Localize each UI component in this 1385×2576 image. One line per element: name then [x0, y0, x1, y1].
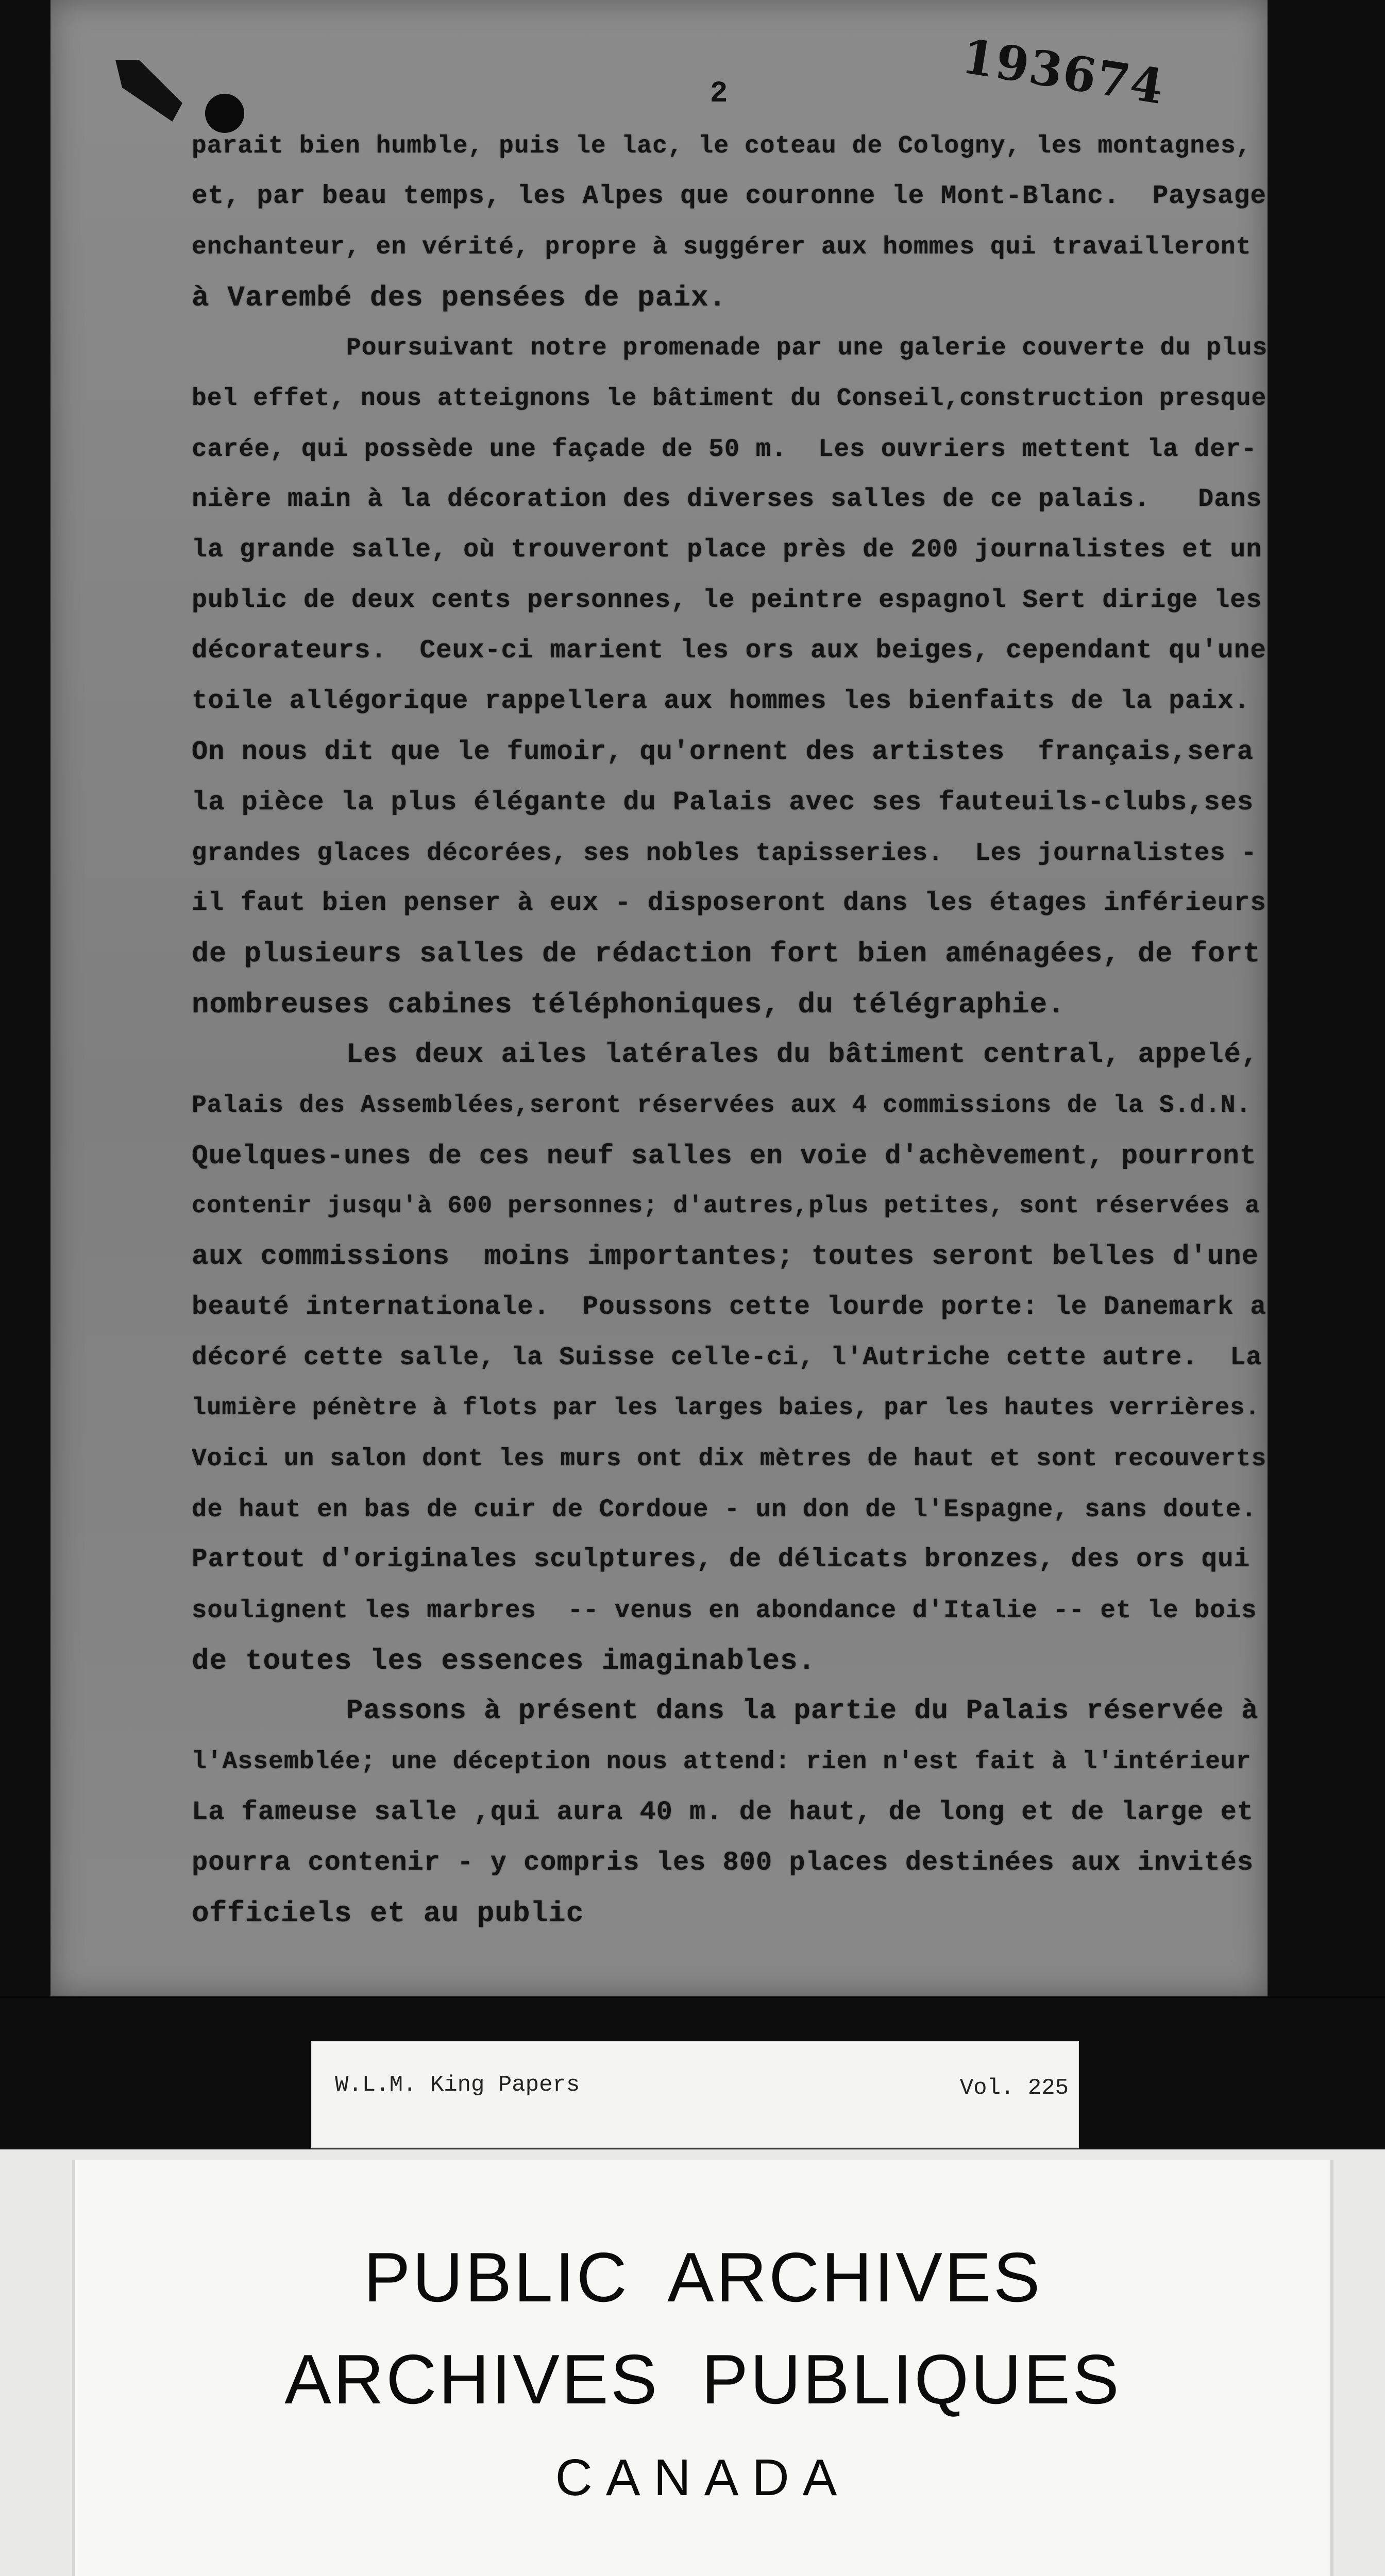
text-line: aux commissions moins importantes; toutes seront belles d'une [192, 1241, 1259, 1273]
divider [0, 1996, 1385, 1998]
typed-body-text [192, 121, 1269, 1939]
text-line: enchanteur, en vérité, propre à suggérer aux hommes qui travailleront [192, 233, 1252, 261]
archives-country: CANADA [555, 2449, 851, 2506]
text-line: La fameuse salle ,qui aura 40 m. de haut, de long et de large et [192, 1797, 1254, 1827]
text-line: bel effet, nous atteignons le bâtiment du Conseil,construction presque [192, 385, 1267, 413]
stamp-number: 193674 [958, 28, 1169, 115]
text-line: soulignent les marbres -- venus en abondance d'Italie -- et le bois [192, 1596, 1257, 1625]
text-line: Poursuivant notre promenade par une galerie couverte du plus [346, 334, 1268, 362]
text-line: public de deux cents personnes, le peintre espagnol Sert dirige les [192, 586, 1262, 615]
text-line: nombreuses cabines téléphoniques, du télégraphie. [192, 988, 1066, 1021]
text-line: contenir jusqu'à 600 personnes; d'autres,plus petites, sont réservées a [192, 1193, 1260, 1220]
text-line: carée, qui possède une façade de 50 m. Les ouvriers mettent la der- [192, 435, 1257, 464]
text-line: de plusieurs salles de rédaction fort bien aménagées, de fort [192, 938, 1261, 970]
volume-number: Vol. 225 [959, 2075, 1069, 2101]
text-line: il faut bien penser à eux - disposeront dans les étages inférieurs [192, 889, 1266, 918]
text-line: Palais des Assemblées,seront réservées aux 4 commissions de la S.d.N. [192, 1092, 1252, 1120]
text-line: décorateurs. Ceux-ci marient les ors aux beiges, cependant qu'une [192, 636, 1266, 666]
text-line: la grande salle, où trouveront place près de 200 journalistes et un [192, 535, 1262, 565]
text-line: l'Assemblée; une déception nous attend: rien n'est fait à l'intérieur [192, 1748, 1252, 1776]
text-line: beauté internationale. Poussons cette lourde porte: le Danemark a [192, 1293, 1266, 1322]
collection-name: W.L.M. King Papers [335, 2072, 580, 2098]
text-line: nière main à la décoration des diverses salles de ce palais. Dans [192, 485, 1262, 514]
archives-title-french: ARCHIVES PUBLIQUES [284, 2340, 1121, 2418]
text-line: Voici un salon dont les murs ont dix mètres de haut et sont recouverts [192, 1445, 1267, 1473]
text-line: parait bien humble, puis le lac, le coteau de Cologny, les montagnes, [192, 132, 1252, 160]
text-line: à Varembé des pensées de paix. [192, 281, 727, 314]
reference-label [311, 2041, 1079, 2148]
page-number: 2 [710, 77, 728, 111]
text-line: Quelques-unes de ces neuf salles en voie d'achèvement, pourront [192, 1141, 1257, 1172]
text-line: et, par beau temps, les Alpes que couronne le Mont-Blanc. Paysage [192, 182, 1266, 211]
text-line: Les deux ailes latérales du bâtiment central, appelé, [346, 1039, 1259, 1071]
corner-ink-mark [115, 60, 182, 122]
text-line: lumière pénètre à flots par les larges baies, par les hautes verrières. [192, 1395, 1260, 1422]
text-line: toile allégorique rappellera aux hommes les bienfaits de la paix. [192, 687, 1251, 716]
archives-card-face [72, 2160, 1333, 2576]
text-line: officiels et au public [192, 1897, 584, 1930]
text-line: grandes glaces décorées, ses nobles tapisseries. Les journalistes - [192, 839, 1257, 868]
text-line: décoré cette salle, la Suisse celle-ci, l'Autriche cette autre. La [192, 1343, 1262, 1372]
text-line: Passons à présent dans la partie du Palais réservée à [346, 1696, 1259, 1727]
text-line: la pièce la plus élégante du Palais avec ses fauteuils-clubs,ses [192, 787, 1254, 818]
archives-card [0, 2149, 1385, 2576]
archives-title-english: PUBLIC ARCHIVES [363, 2238, 1042, 2316]
text-line: On nous dit que le fumoir, qu'ornent des artistes français,sera [192, 737, 1254, 767]
text-line: de haut en bas de cuir de Cordoue - un don de l'Espagne, sans doute. [192, 1495, 1257, 1524]
text-line: pourra contenir - y compris les 800 places destinées aux invités [192, 1848, 1254, 1878]
text-line: de toutes les essences imaginables. [192, 1645, 816, 1677]
text-line: Partout d'originales sculptures, de délicats bronzes, des ors qui [192, 1545, 1251, 1574]
